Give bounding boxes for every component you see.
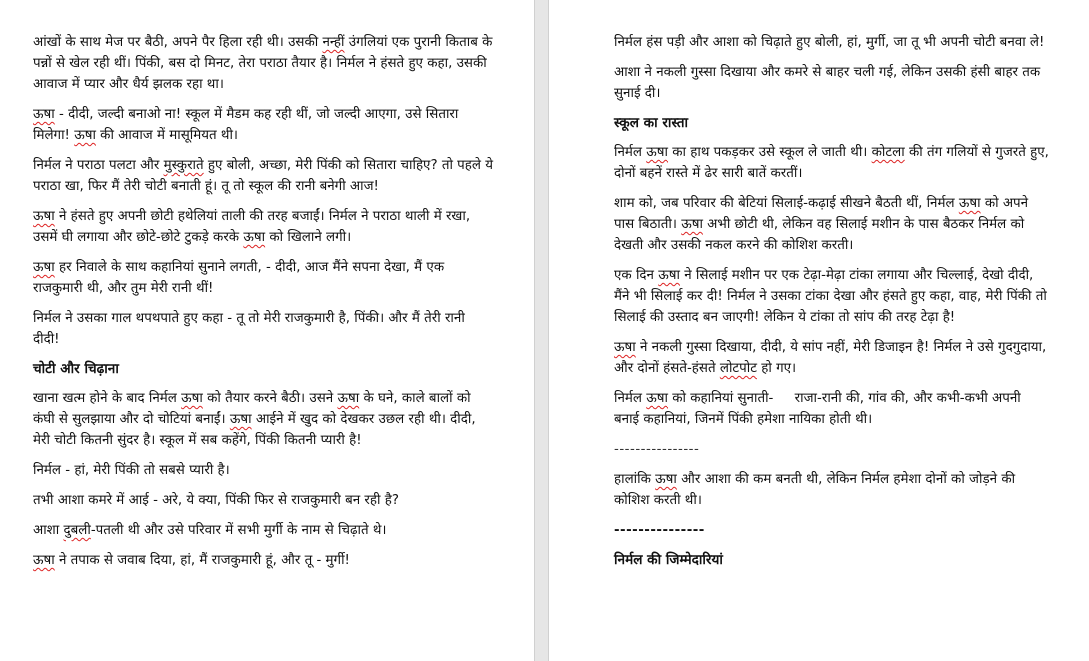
spelling-flag[interactable]: ऊषा	[33, 260, 55, 275]
paragraph: आंखों के साथ मेज पर बैठी, अपने पैर हिला रही थी। उसकी नन्हीं उंगलियां एक पुरानी किताब के पन्नों से खेल रही थीं। पिंकी, बस दो मिनट, तेरा पराठा तैयार है। निर्मल ने हंसते हुए कहा, उसकी आवाज में प्यार और धैर्य झलक रहा था।	[33, 35, 493, 92]
spelling-flag[interactable]: ऊषा	[614, 340, 636, 355]
paragraph: खाना खत्म होने के बाद निर्मल ऊषा को तैयार करने बैठी। उसने ऊषा के घने, काले बालों को कंघी से सुलझाया और दो चोटियां बनाईं। ऊषा आईने में खुद को देखकर उछल रही थी। दीदी, मेरी चोटी कितनी सुंदर है। स्कूल में सब कहेंगे, पिंकी कितनी प्यारी है!	[33, 391, 476, 448]
paragraph: तभी आशा कमरे में आई - अरे, ये क्या, पिंकी फिर से राजकुमारी बन रही है?	[33, 493, 399, 508]
paragraph: निर्मल ऊषा का हाथ पकड़कर उसे स्कूल ले जाती थी। कोटला की तंग गलियों से गुजरते हुए, दोनों बहनें रास्ते में ढेर सारी बातें करतीं।	[614, 145, 1049, 181]
paragraph: हालांकि ऊषा और आशा की कम बनती थी, लेकिन निर्मल हमेशा दोनों को जोड़ने की कोशिश करती थी।	[614, 472, 1016, 508]
spelling-flag[interactable]: ऊषा	[243, 230, 266, 245]
section-heading: निर्मल की जिम्मेदारियां	[614, 552, 723, 568]
paragraph: ऊषा ने नकली गुस्सा दिखाया, दीदी, ये सांप नहीं, मेरी डिजाइन है! निर्मल ने उसे गुदगुदाया, और दोनों हंसते-हंसते लोटपोट हो गए।	[614, 340, 1047, 376]
spelling-flag[interactable]: ऊषा	[33, 553, 55, 568]
paragraph: निर्मल - हां, मेरी पिंकी तो सबसे प्यारी है।	[33, 463, 230, 478]
spelling-flag[interactable]: ऊषा	[958, 196, 981, 211]
spelling-flag[interactable]: नन्हीं	[322, 35, 345, 50]
spelling-flag[interactable]: लोटपोट	[719, 361, 757, 376]
spelling-flag[interactable]: ऊषा	[33, 209, 55, 224]
divider-text: ----------------	[614, 442, 700, 457]
paragraph: ऊषा ने तपाक से जवाब दिया, हां, मैं राजकुमारी हूं, और तू - मुर्गी!	[33, 553, 350, 568]
paragraph: ऊषा ने हंसते हुए अपनी छोटी हथेलियां ताली की तरह बजाईं। निर्मल ने पराठा थाली में रखा, उसमें घी लगाया और छोटे-छोटे टुकड़े करके ऊषा को खिलाने लगी।	[33, 209, 471, 245]
paragraph: ऊषा हर निवाले के साथ कहानियां सुनाने लगती, - दीदी, आज मैंने सपना देखा, मैं एक राजकुमारी थी, और तुम मेरी रानी थीं!	[33, 260, 445, 296]
spelling-flag[interactable]: ऊषा	[74, 128, 96, 143]
spelling-flag[interactable]: ऊषा	[181, 391, 203, 406]
spelling-flag[interactable]: मुस्कुराते	[163, 158, 204, 173]
spelling-flag[interactable]: ऊषा	[229, 412, 252, 427]
spelling-flag[interactable]: दुबली	[63, 523, 91, 538]
spelling-flag[interactable]: ऊषा	[681, 217, 703, 232]
paragraph: शाम को, जब परिवार की बेटियां सिलाई-कढ़ाई सीखने बैठती थीं, निर्मल ऊषा को अपने पास बिठाती। ऊषा अभी छोटी थी, लेकिन वह सिलाई मशीन के पास बैठकर निर्मल को देखती और उसकी नकल करने की कोशिश करती।	[614, 196, 1029, 253]
paragraph: निर्मल ने पराठा पलटा और मुस्कुराते हुए बोली, अच्छा, मेरी पिंकी को सितारा चाहिए? तो पहले ये पराठा खा, फिर मैं तेरी चोटी बनाती हूं। तू तो स्कूल की रानी बनेगी आज!	[33, 158, 494, 194]
spelling-flag[interactable]: ऊषा	[655, 472, 677, 487]
paragraph: निर्मल ने उसका गाल थपथपाते हुए कहा - तू तो मेरी राजकुमारी है, पिंकी। और मैं तेरी रानी दीदी!	[33, 311, 465, 347]
paragraph: एक दिन ऊषा ने सिलाई मशीन पर एक टेढ़ा-मेढ़ा टांका लगाया और चिल्लाई, देखो दीदी, मैंने भी सिलाई कर दी! निर्मल ने उसका टांका देखा और हंसते हुए कहा, वाह, मेरी पिंकी तो सिलाई की उस्ताद बन जाएगी! लेकिन ये टांका तो सांप की तरह टेढ़ा है!	[614, 268, 1047, 325]
paragraph: निर्मल ऊषा को कहानियां सुनाती- राजा-रानी की, गांव की, और कभी-कभी अपनी बनाई कहानियां, जिनमें पिंकी हमेशा नायिका होती थी।	[614, 391, 1026, 427]
spelling-flag[interactable]: ऊषा	[646, 145, 668, 160]
paragraph: आशा दुबली-पतली थी और उसे परिवार में सभी मुर्गी के नाम से चिढ़ाते थे।	[33, 523, 387, 538]
spelling-flag[interactable]: ऊषा	[658, 268, 680, 283]
document-page-left	[0, 0, 534, 661]
paragraph: निर्मल हंस पड़ी और आशा को चिढ़ाते हुए बोली, हां, मुर्गी, जा तू भी अपनी चोटी बनवा ले!	[614, 35, 1045, 50]
spelling-flag[interactable]: ऊषा	[33, 107, 55, 122]
paragraph: आशा ने नकली गुस्सा दिखाया और कमरे से बाहर चली गई, लेकिन उसकी हंसी बाहर तक सुनाई दी।	[614, 65, 1041, 101]
section-heading: चोटी और चिढ़ाना	[33, 361, 119, 377]
spelling-flag[interactable]: कोटला	[871, 145, 905, 160]
divider-text: ---------------	[614, 523, 705, 538]
section-heading: स्कूल का रास्ता	[614, 115, 689, 131]
spelling-flag[interactable]: ऊषा	[646, 391, 668, 406]
spelling-flag[interactable]: ऊषा	[337, 391, 360, 406]
page-gutter	[534, 0, 549, 661]
document-page-right	[549, 0, 1089, 661]
paragraph: ऊषा - दीदी, जल्दी बनाओ ना! स्कूल में मैडम कह रही थीं, जो जल्दी आएगा, उसे सितारा मिलेगा! ऊषा की आवाज में मासूमियत थी।	[33, 107, 459, 143]
